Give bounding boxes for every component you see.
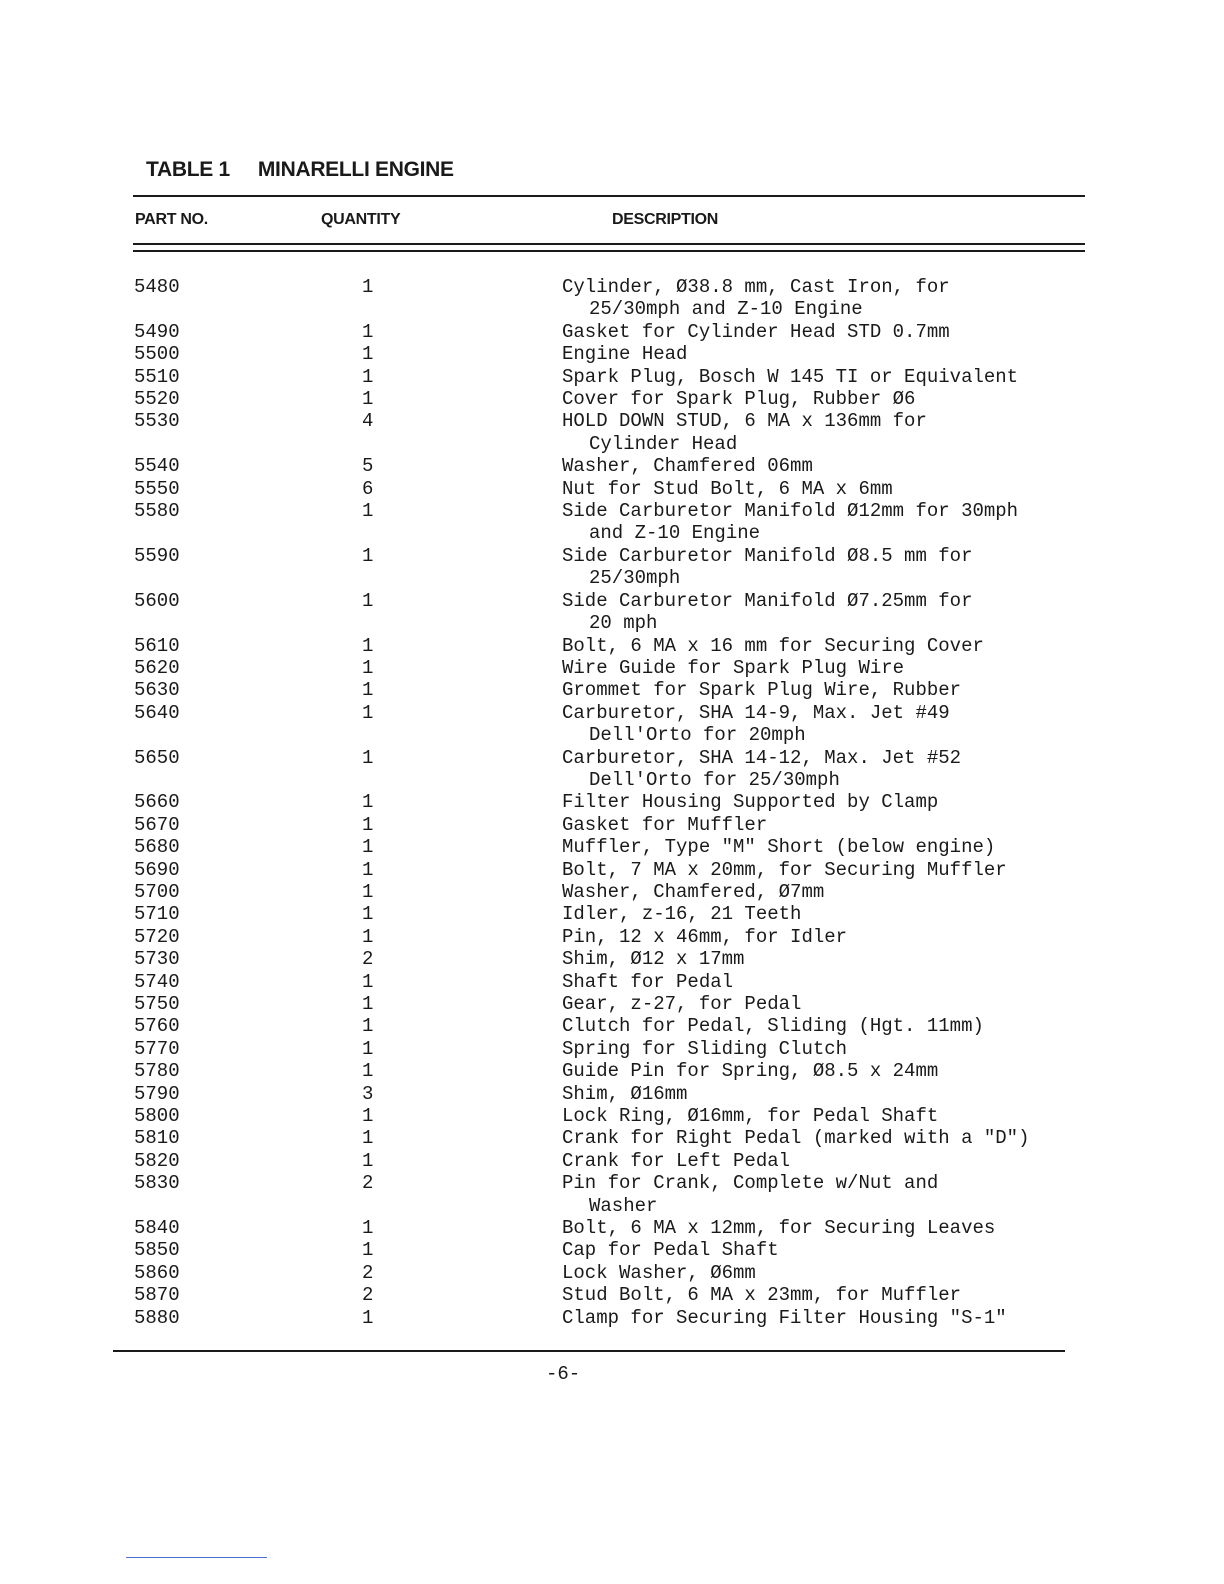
description-line: Stud Bolt, 6 MA x 23mm, for Muffler	[562, 1284, 962, 1307]
part-number: 5540	[134, 455, 180, 478]
description-line: Engine Head	[562, 343, 688, 366]
part-number: 5630	[134, 679, 180, 702]
part-number: 5740	[134, 970, 180, 993]
quantity: 1	[362, 970, 374, 993]
header-double-rule-upper	[133, 243, 1085, 245]
quantity: 1	[362, 880, 374, 903]
description	[562, 791, 1224, 813]
description	[562, 321, 1224, 343]
table-name: MINARELLI ENGINE	[257, 158, 454, 181]
quantity: 1	[362, 1037, 374, 1060]
table-row	[0, 747, 1224, 792]
quantity: 1	[362, 746, 374, 769]
description	[562, 948, 1224, 970]
top-rule	[133, 195, 1085, 197]
table-row	[0, 881, 1224, 903]
description-continuation: 25/30mph	[589, 567, 681, 590]
quantity: 4	[362, 410, 374, 433]
description-line: Carburetor, SHA 14-9, Max. Jet #49	[562, 701, 950, 724]
description	[562, 993, 1224, 1015]
table-row	[0, 1015, 1224, 1037]
description	[562, 971, 1224, 993]
description-line: Lock Washer, Ø6mm	[562, 1261, 756, 1284]
description-line: Cover for Spark Plug, Rubber Ø6	[562, 388, 916, 411]
table-row	[0, 1150, 1224, 1172]
description	[562, 1262, 1224, 1284]
quantity: 2	[362, 1284, 374, 1307]
description-line: Shim, Ø12 x 17mm	[562, 948, 745, 971]
part-number: 5700	[134, 880, 180, 903]
part-number: 5580	[134, 500, 180, 523]
table-row	[0, 859, 1224, 881]
description-continuation: and Z-10 Engine	[589, 522, 761, 545]
table-row	[0, 455, 1224, 477]
bottom-rule	[113, 1350, 1065, 1352]
description	[562, 478, 1224, 500]
description	[562, 702, 1224, 747]
description-continuation: 20 mph	[589, 612, 658, 635]
table-row	[0, 366, 1224, 388]
quantity: 6	[362, 477, 374, 500]
description-continuation: Washer	[589, 1194, 658, 1217]
description-line: HOLD DOWN STUD, 6 MA x 136mm for	[562, 410, 927, 433]
table-row	[0, 679, 1224, 701]
part-number: 5590	[134, 544, 180, 567]
page-number: -6-	[546, 1363, 581, 1385]
table-row	[0, 343, 1224, 365]
part-number: 5530	[134, 410, 180, 433]
part-number: 5650	[134, 746, 180, 769]
description	[562, 1038, 1224, 1060]
part-number: 5520	[134, 388, 180, 411]
part-number: 5760	[134, 1015, 180, 1038]
description-line: Lock Ring, Ø16mm, for Pedal Shaft	[562, 1105, 939, 1128]
part-number: 5790	[134, 1082, 180, 1105]
quantity: 1	[362, 1149, 374, 1172]
quantity: 1	[362, 365, 374, 388]
quantity: 1	[362, 320, 374, 343]
table-row	[0, 1172, 1224, 1217]
part-number: 5860	[134, 1261, 180, 1284]
description	[562, 1217, 1224, 1239]
description-line: Gasket for Cylinder Head STD 0.7mm	[562, 320, 950, 343]
table-row	[0, 276, 1224, 321]
column-header-quantity: QUANTITY	[321, 211, 401, 228]
quantity: 1	[362, 1105, 374, 1128]
description-continuation: Dell'Orto for 20mph	[589, 724, 806, 747]
table-row	[0, 1127, 1224, 1149]
part-number: 5850	[134, 1239, 180, 1262]
description-line: Idler, z-16, 21 Teeth	[562, 903, 802, 926]
table-row	[0, 1307, 1224, 1329]
part-number: 5820	[134, 1149, 180, 1172]
table-row	[0, 1284, 1224, 1306]
part-number: 5840	[134, 1217, 180, 1240]
decorative-line	[126, 1557, 267, 1558]
quantity: 1	[362, 589, 374, 612]
description-line: Bolt, 6 MA x 12mm, for Securing Leaves	[562, 1217, 996, 1240]
description-line: Shim, Ø16mm	[562, 1082, 688, 1105]
description-line: Filter Housing Supported by Clamp	[562, 791, 939, 814]
part-number: 5830	[134, 1172, 180, 1195]
table-row	[0, 500, 1224, 545]
description-line: Shaft for Pedal	[562, 970, 734, 993]
part-number: 5770	[134, 1037, 180, 1060]
quantity: 1	[362, 836, 374, 859]
quantity: 2	[362, 1261, 374, 1284]
quantity: 1	[362, 813, 374, 836]
description	[562, 1083, 1224, 1105]
quantity: 2	[362, 1172, 374, 1195]
quantity: 1	[362, 903, 374, 926]
description-line: Pin, 12 x 46mm, for Idler	[562, 925, 848, 948]
description-line: Gasket for Muffler	[562, 813, 768, 836]
description	[562, 343, 1224, 365]
table-row	[0, 1083, 1224, 1105]
description	[562, 881, 1224, 903]
quantity: 1	[362, 993, 374, 1015]
quantity: 1	[362, 701, 374, 724]
description	[562, 926, 1224, 948]
description	[562, 1150, 1224, 1172]
part-number: 5600	[134, 589, 180, 612]
description	[562, 1015, 1224, 1037]
table-row	[0, 993, 1224, 1015]
table-row	[0, 926, 1224, 948]
table-row	[0, 321, 1224, 343]
table-row	[0, 903, 1224, 925]
description-line: Crank for Right Pedal (marked with a "D")	[562, 1127, 1030, 1150]
table-row	[0, 1217, 1224, 1239]
description-line: Muffler, Type "M" Short (below engine)	[562, 836, 996, 859]
quantity: 1	[362, 634, 374, 657]
quantity: 1	[362, 1127, 374, 1150]
quantity: 2	[362, 948, 374, 971]
description	[562, 679, 1224, 701]
part-number: 5640	[134, 701, 180, 724]
part-number: 5870	[134, 1284, 180, 1307]
description-line: Nut for Stud Bolt, 6 MA x 6mm	[562, 477, 893, 500]
part-number: 5880	[134, 1306, 180, 1329]
description	[562, 635, 1224, 657]
description-line: Carburetor, SHA 14-12, Max. Jet #52	[562, 746, 962, 769]
description	[562, 836, 1224, 858]
description	[562, 410, 1224, 455]
description-line: Side Carburetor Manifold Ø8.5 mm for	[562, 544, 973, 567]
table-row	[0, 1060, 1224, 1082]
part-number: 5660	[134, 791, 180, 814]
part-number: 5500	[134, 343, 180, 366]
quantity: 1	[362, 343, 374, 366]
description	[562, 388, 1224, 410]
quantity: 1	[362, 858, 374, 881]
quantity: 1	[362, 925, 374, 948]
quantity: 1	[362, 679, 374, 702]
description	[562, 747, 1224, 792]
part-number: 5620	[134, 656, 180, 679]
description-line: Spark Plug, Bosch W 145 TI or Equivalent	[562, 365, 1019, 388]
table-row	[0, 948, 1224, 970]
description	[562, 657, 1224, 679]
quantity: 1	[362, 1239, 374, 1262]
table-row	[0, 635, 1224, 657]
table-title	[146, 158, 454, 182]
table-row	[0, 814, 1224, 836]
quantity: 1	[362, 276, 374, 298]
quantity: 1	[362, 544, 374, 567]
table-row	[0, 478, 1224, 500]
parts-table-body	[0, 276, 1224, 1329]
quantity: 1	[362, 1060, 374, 1083]
description	[562, 1127, 1224, 1149]
quantity: 1	[362, 656, 374, 679]
table-row	[0, 545, 1224, 590]
part-number: 5810	[134, 1127, 180, 1150]
description	[562, 859, 1224, 881]
table-row	[0, 1105, 1224, 1127]
description	[562, 500, 1224, 545]
description	[562, 455, 1224, 477]
part-number: 5550	[134, 477, 180, 500]
part-number: 5690	[134, 858, 180, 881]
quantity: 3	[362, 1082, 374, 1105]
quantity: 1	[362, 1015, 374, 1038]
description-line: Grommet for Spark Plug Wire, Rubber	[562, 679, 962, 702]
description	[562, 1239, 1224, 1261]
table-row	[0, 702, 1224, 747]
description-line: Gear, z-27, for Pedal	[562, 993, 802, 1015]
table-row	[0, 1239, 1224, 1261]
part-number: 5720	[134, 925, 180, 948]
description-line: Pin for Crank, Complete w/Nut and	[562, 1172, 939, 1195]
description	[562, 1060, 1224, 1082]
part-number: 5670	[134, 813, 180, 836]
part-number: 5680	[134, 836, 180, 859]
table-row	[0, 1262, 1224, 1284]
description-line: Clutch for Pedal, Sliding (Hgt. 11mm)	[562, 1015, 984, 1038]
description	[562, 1172, 1224, 1217]
description-continuation: 25/30mph and Z-10 Engine	[589, 298, 863, 321]
part-number: 5710	[134, 903, 180, 926]
part-number: 5490	[134, 320, 180, 343]
description-continuation: Cylinder Head	[589, 432, 738, 455]
quantity: 1	[362, 388, 374, 411]
part-number: 5780	[134, 1060, 180, 1083]
description-continuation: Dell'Orto for 25/30mph	[589, 768, 840, 791]
quantity: 1	[362, 1217, 374, 1240]
column-header-description: DESCRIPTION	[612, 211, 719, 228]
description	[562, 276, 1224, 321]
table-row	[0, 590, 1224, 635]
description-line: Clamp for Securing Filter Housing "S-1"	[562, 1306, 1007, 1329]
table-row	[0, 1038, 1224, 1060]
description	[562, 814, 1224, 836]
table-row	[0, 971, 1224, 993]
table-row	[0, 410, 1224, 455]
description-line: Side Carburetor Manifold Ø12mm for 30mph	[562, 500, 1019, 523]
description	[562, 590, 1224, 635]
table-number: TABLE 1	[146, 158, 230, 181]
table-row	[0, 388, 1224, 410]
quantity: 1	[362, 791, 374, 814]
description-line: Bolt, 6 MA x 16 mm for Securing Cover	[562, 634, 984, 657]
column-header-part-no: PART NO.	[135, 211, 208, 228]
description-line: Crank for Left Pedal	[562, 1149, 791, 1172]
part-number: 5800	[134, 1105, 180, 1128]
part-number: 5730	[134, 948, 180, 971]
table-row	[0, 836, 1224, 858]
description-line: Washer, Chamfered 06mm	[562, 455, 813, 478]
description-line: Cap for Pedal Shaft	[562, 1239, 779, 1262]
description-line: Washer, Chamfered, Ø7mm	[562, 880, 825, 903]
part-number: 5510	[134, 365, 180, 388]
description	[562, 366, 1224, 388]
description	[562, 1307, 1224, 1329]
description-line: Wire Guide for Spark Plug Wire	[562, 656, 905, 679]
quantity: 5	[362, 455, 374, 478]
quantity: 1	[362, 500, 374, 523]
description-line: Spring for Sliding Clutch	[562, 1037, 848, 1060]
description	[562, 903, 1224, 925]
part-number: 5610	[134, 634, 180, 657]
description-line: Cylinder, Ø38.8 mm, Cast Iron, for	[562, 276, 950, 298]
description-line: Guide Pin for Spring, Ø8.5 x 24mm	[562, 1060, 939, 1083]
table-row	[0, 657, 1224, 679]
table-row	[0, 791, 1224, 813]
description	[562, 545, 1224, 590]
part-number: 5480	[134, 276, 180, 298]
description	[562, 1105, 1224, 1127]
description	[562, 1284, 1224, 1306]
description-line: Side Carburetor Manifold Ø7.25mm for	[562, 589, 973, 612]
quantity: 1	[362, 1306, 374, 1329]
part-number: 5750	[134, 993, 180, 1015]
description-line: Bolt, 7 MA x 20mm, for Securing Muffler	[562, 858, 1007, 881]
header-double-rule-lower	[133, 250, 1085, 252]
